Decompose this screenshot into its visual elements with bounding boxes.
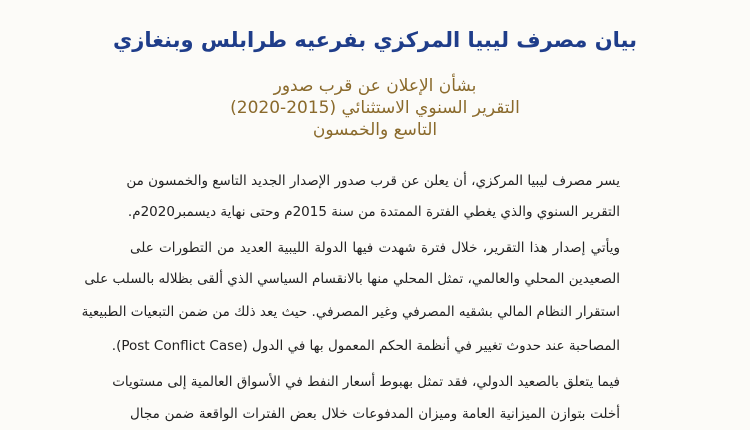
subtitle-line-3: التاسع والخمسون (312, 120, 438, 140)
body-line-5: استقرار النظام المالي بشقيه المصرفي وغير المصرفي. حيث يعد ذلك من ضمن التبعيات الطبيعية (81, 304, 620, 320)
subtitle-line-1: بشأن الإعلان عن قرب صدور (273, 76, 477, 96)
subtitle-line-2: التقرير السنوي الاستثنائي (2015-2020) (230, 98, 520, 118)
body-line-1: يسر مصرف ليبيا المركزي، أن يعلن عن قرب صدور الإصدار الجديد التاسع والخمسون من (126, 173, 620, 189)
document-title: بيان مصرف ليبيا المركزي بفرعيه طرابلس وبنغازي (112, 28, 637, 52)
body-line-2: التقرير السنوي والذي يغطي الفترة الممتدة من سنة 2015م وحتى نهاية ديسمبر2020م. (127, 204, 620, 220)
body-line-6: المصاحبة عند حدوث تغيير في أنظمة الحكم المعمول بها في الدول (Post Conflict Case). (111, 338, 620, 354)
body-line-3: ويأتي إصدار هذا التقرير، خلال فترة شهدت فيها الدولة الليبية العديد من التطورات على (130, 240, 620, 256)
body-line-4: الصعيدين المحلي والعالمي، تمثل المحلي منها بالانقسام السياسي الذي ألقى بظلاله بالسلب على (84, 271, 620, 287)
body-line-8: أخلت بتوازن الميزانية العامة وميزان المدفوعات خلال بعض الفترات الواقعة ضمن مجال (130, 406, 620, 422)
body-line-7: فيما يتعلق بالصعيد الدولي، فقد تمثل بهبوط أسعار النفط في الأسواق العالمية إلى مستويات (112, 374, 620, 390)
